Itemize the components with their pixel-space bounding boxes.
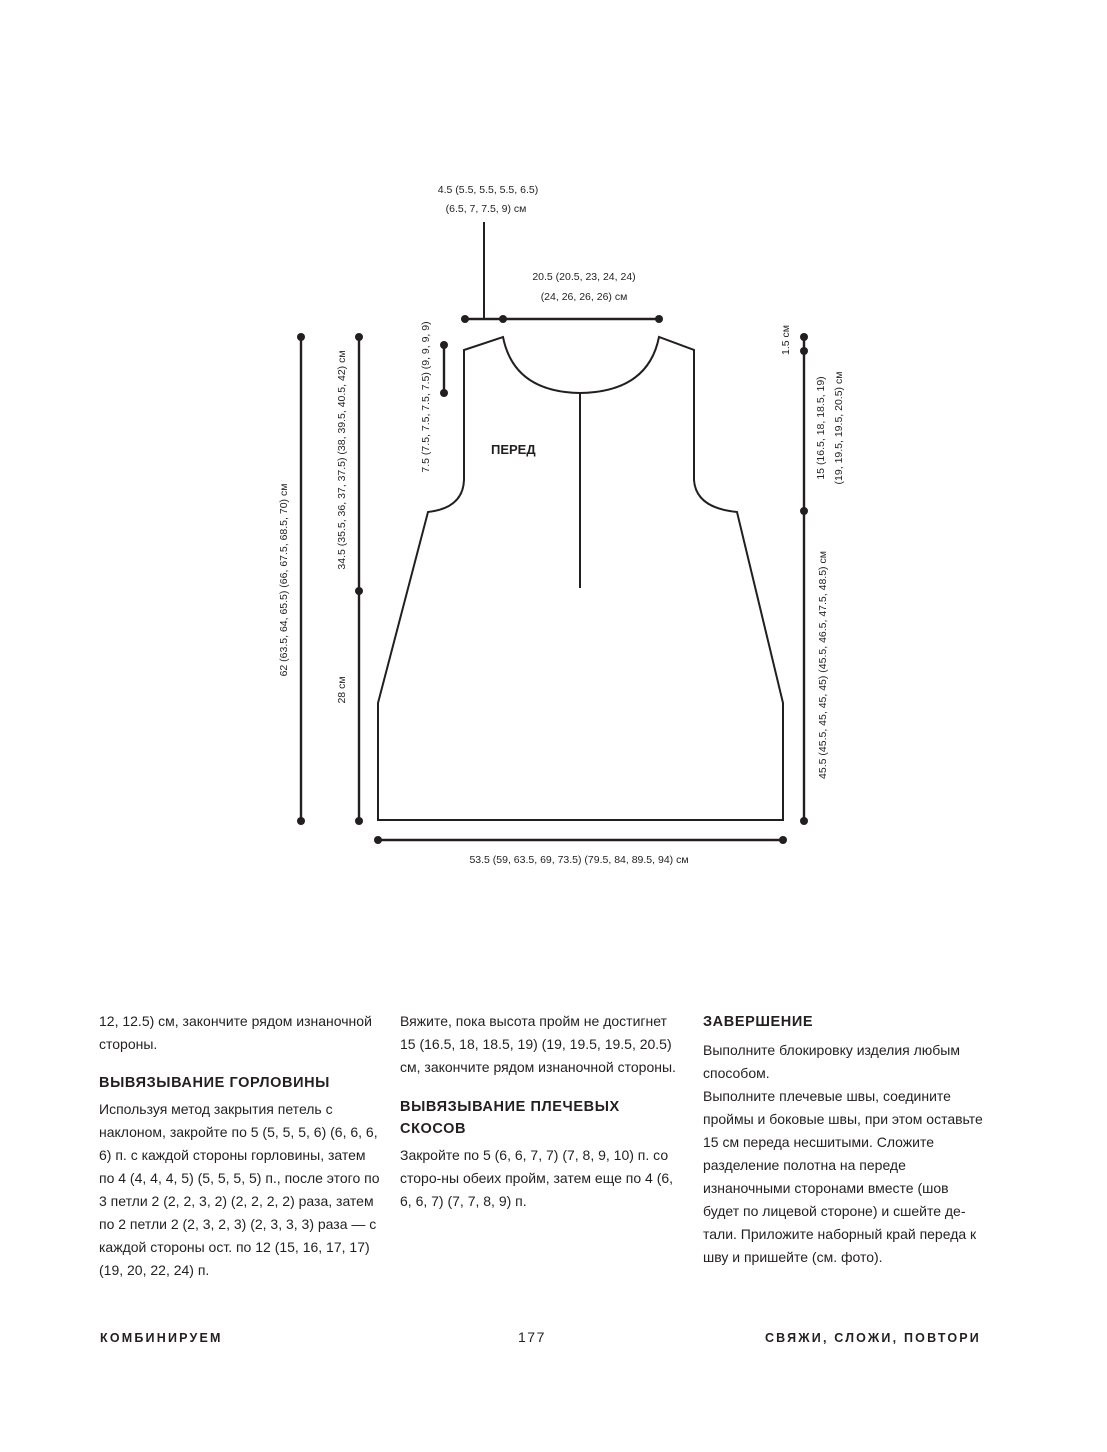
column-2-intro: Вяжите, пока высота пройм не достигнет 15 (16.5, 18, 18.5, 19) (19, 19.5, 19.5, 20.5) см, закончите рядом изнаночной стороны. xyxy=(400,1013,676,1075)
dim-dot xyxy=(800,333,808,341)
footer-section-title: КОМБИНИРУЕМ xyxy=(100,1331,223,1345)
dim-dot xyxy=(800,507,808,515)
armhole-label-top: 15 (16.5, 18, 18.5, 19) xyxy=(815,376,827,480)
piece-label: ПЕРЕД xyxy=(491,442,536,457)
text-column-2 xyxy=(400,1010,685,1213)
shoulder-slope-heading: ВЫВЯЗЫВАНИЕ ПЛЕЧЕВЫХ СКОСОВ xyxy=(400,1099,620,1137)
neckline-instructions: Используя метод закрытия петель с наклоном, закройте по 5 (5, 5, 5, 6) (6, 6, 6, 6) п. с каждой стороны горловины, затем по 4 (4, 4, 4, 5) (5, 5, 5, 5) п., после этого по 3 петли 2 (2, 2, 3, 2) (2, 2, 2, 2) раза, затем по 2 петли 2 (2, 3, 2, 3) (2, 3, 3, 3) раза — с каждой стороны ост. по 12 (15, 16, 17, 17) (19, 20, 22, 24) п. xyxy=(99,1101,380,1278)
dim-dot xyxy=(297,333,305,341)
dim-dot xyxy=(374,836,382,844)
dim-dot xyxy=(800,817,808,825)
shoulder-slope-label: 1.5 см xyxy=(780,325,792,355)
dim-dot xyxy=(440,341,448,349)
side-length-label: 45.5 (45.5, 45, 45, 45) (45.5, 46.5, 47.5, 48.5) см xyxy=(817,551,829,779)
hem-width-label: 53.5 (59, 63.5, 69, 73.5) (79.5, 84, 89.5, 94) см xyxy=(469,854,689,866)
text-column-1 xyxy=(99,1010,384,1282)
text-column-3 xyxy=(703,1010,988,1269)
dim-dot xyxy=(499,315,507,323)
dim-dot xyxy=(779,836,787,844)
dim-dot xyxy=(655,315,663,323)
armhole-label-bottom: (19, 19.5, 19.5, 20.5) см xyxy=(833,371,845,485)
total-length-label: 62 (63.5, 64, 65.5) (66, 67.5, 68.5, 70) см xyxy=(278,483,290,677)
dim-dot xyxy=(461,315,469,323)
dim-dot xyxy=(355,587,363,595)
column-1-intro: 12, 12.5) см, закончите рядом изнаночной стороны. xyxy=(99,1013,372,1052)
shoulder-width-label-top: 20.5 (20.5, 23, 24, 24) xyxy=(532,271,636,283)
neck-width-label-bottom: (6.5, 7, 7.5, 9) см xyxy=(445,203,527,215)
finishing-paragraph-2: Выполните плечевые швы, соедините проймы и боковые швы, при этом оставьте 15 см переда несшитыми. Сложите разделение полотна на переде изнаночными сторонами вместе (шов будет по лицевой стороне) и сшейте де-тали. Приложите наборный край переда к шву и пришейте (см. фото). xyxy=(703,1088,983,1265)
finishing-heading: ЗАВЕРШЕНИЕ xyxy=(703,1014,814,1030)
footer-book-title: СВЯЖИ, СЛОЖИ, ПОВТОРИ xyxy=(764,1331,981,1345)
dim-dot xyxy=(800,347,808,355)
shoulder-slope-instructions: Закройте по 5 (6, 6, 7, 7) (7, 8, 9, 10) п. со сторо-ны обеих пройм, затем еще по 4 (6, 6, 6, 7) (7, 7, 8, 9) п. xyxy=(400,1147,674,1209)
body-length-label: 34.5 (35.5, 36, 37, 37.5) (38, 39.5, 40.5, 42) см xyxy=(336,350,348,570)
neck-depth-label: 7.5 (7.5, 7.5, 7.5, 7.5) (9, 9, 9, 9) xyxy=(420,321,432,473)
neck-width-label-top: 4.5 (5.5, 5.5, 5.5, 6.5) xyxy=(437,184,539,196)
finishing-paragraph-1: Выполните блокировку изделия любым способом. xyxy=(703,1042,960,1081)
hem-section-label: 28 см xyxy=(336,676,348,704)
dim-dot xyxy=(440,389,448,397)
page-number: 177 xyxy=(518,1329,546,1345)
dim-dot xyxy=(297,817,305,825)
dim-dot xyxy=(355,333,363,341)
dim-dot xyxy=(355,817,363,825)
neckline-heading: ВЫВЯЗЫВАНИЕ ГОРЛОВИНЫ xyxy=(99,1075,330,1091)
shoulder-width-label-bottom: (24, 26, 26, 26) см xyxy=(540,291,628,303)
